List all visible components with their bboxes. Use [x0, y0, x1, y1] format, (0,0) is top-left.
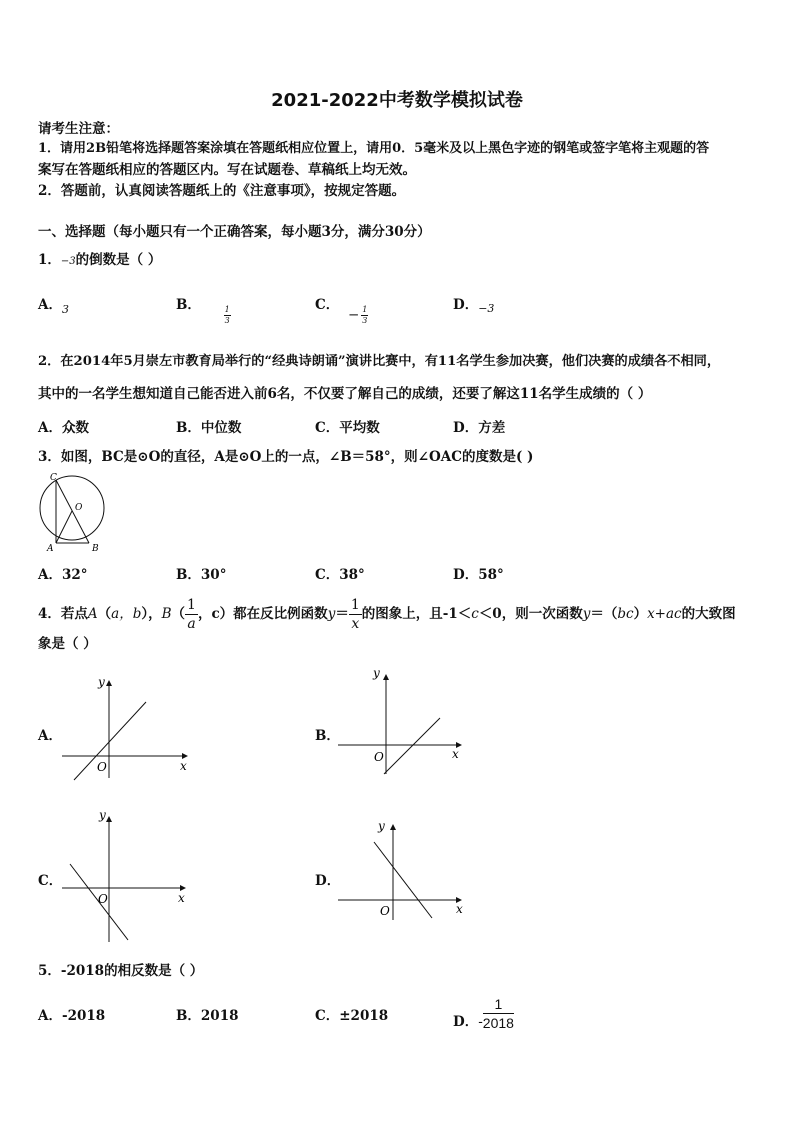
section-heading: 一、选择题（每小题只有一个正确答案，每小题3分，满分30分）	[38, 224, 431, 240]
q4-frac-1-numerator: 1	[187, 597, 196, 613]
q4-point-b: B	[161, 606, 172, 622]
q2-option-b: B．中位数	[176, 420, 242, 436]
segment-oa	[56, 511, 72, 543]
q4-function-y-2: y	[582, 606, 591, 622]
q4-fraction-1-over-x	[349, 596, 362, 633]
q4-point-a-args: a，b	[111, 606, 142, 622]
origin-label: O	[97, 760, 107, 774]
q1-option-d-value: −3	[478, 302, 495, 315]
q5-option-a: A．-2018	[38, 1008, 106, 1024]
y-axis-arrow	[390, 824, 396, 830]
q1-option-b-denominator: 3	[224, 316, 230, 325]
q1-option-b-label: B．	[176, 297, 201, 313]
q5-option-d-numerator: 1	[483, 995, 514, 1014]
q1-option-a	[38, 293, 69, 316]
q4-text-3: ），	[141, 606, 162, 622]
q5-option-d	[453, 995, 514, 1032]
q4-text-9: ＝（	[590, 606, 618, 622]
q1-option-a-label: A．	[38, 297, 62, 313]
origin-label: O	[98, 892, 108, 906]
x-label: x	[456, 902, 463, 916]
label-c: C	[50, 473, 57, 483]
q4-point-a: A	[87, 606, 98, 622]
circle-o	[40, 476, 104, 540]
q4-option-a-label: A．	[38, 728, 62, 744]
y-axis-arrow	[383, 674, 389, 680]
q1-option-d	[453, 293, 494, 313]
q4-text-1: 4．若点	[38, 606, 88, 622]
q4-text-6: ＝	[335, 606, 349, 622]
question-3-stem: 3．如图，BC是⊙O的直径，A是⊙O上的一点，∠B＝58°，则∠OAC的度数是( )	[38, 449, 534, 465]
notice-item-1-line-2: 案写在答题纸相应的答题区内。写在试题卷、草稿纸上均无效。	[38, 162, 416, 178]
q2-option-d: D．方差	[453, 420, 506, 436]
q1-suffix: 的倒数是（ ）	[75, 252, 162, 268]
q1-option-c-fraction	[361, 305, 368, 326]
q4-text-5: ，c）都在反比例函数	[197, 606, 328, 622]
label-b: B	[92, 544, 99, 554]
page-title: 2021-2022中考数学模拟试卷	[271, 90, 523, 111]
function-line	[74, 702, 146, 780]
q4-text-10: ）	[633, 606, 648, 622]
q4-graph-b	[330, 660, 470, 780]
y-label: y	[373, 666, 380, 680]
x-label: x	[178, 891, 185, 905]
q5-option-d-label: D．	[453, 1014, 479, 1030]
q5-option-b: B．2018	[176, 1008, 239, 1024]
q4-option-c-label: C．	[38, 873, 63, 889]
question-4-stem-line-2: 象是（ ）	[38, 636, 97, 652]
q4-var-c: c	[471, 606, 479, 622]
q1-prefix: 1．	[38, 252, 61, 268]
q1-option-b-fraction	[224, 305, 231, 326]
q5-option-c: C．±2018	[315, 1008, 389, 1024]
q4-var-xac: x+ac	[647, 606, 682, 622]
q1-expression: −3	[60, 256, 76, 267]
q3-circle-figure	[34, 470, 114, 554]
label-o: O	[75, 503, 83, 513]
y-label: y	[99, 808, 106, 822]
question-2-line-2: 其中的一名学生想知道自己能否进入前6名，不仅要了解自己的成绩，还要了解这11名学生成绩的（ ）	[38, 386, 652, 402]
q1-option-c-denominator: 3	[362, 316, 368, 325]
q4-text-7: 的图象上，且-1＜	[361, 606, 472, 622]
x-label: x	[180, 759, 187, 773]
y-axis-arrow	[106, 816, 112, 822]
origin-label: O	[374, 750, 384, 764]
q1-option-b	[176, 293, 230, 325]
q4-option-b-label: B．	[315, 728, 340, 744]
q4-text-2: （	[97, 606, 112, 622]
q1-option-b-numerator: 1	[224, 305, 230, 314]
q3-option-a: A．32°	[38, 567, 88, 583]
origin-label: O	[380, 904, 390, 918]
question-4-stem-line-1	[38, 596, 736, 633]
q4-frac-2-numerator: 1	[350, 597, 360, 613]
question-2-line-1: 2．在2014年5月崇左市教育局举行的“经典诗朗诵”演讲比赛中，有11名学生参加决赛，他们决赛的成绩各不相同，	[38, 354, 721, 369]
y-label: y	[378, 819, 385, 833]
q1-option-c-sign: −	[347, 307, 360, 323]
q3-option-c: C．38°	[315, 567, 365, 583]
y-axis-arrow	[106, 680, 112, 686]
notice-heading: 请考生注意：	[38, 121, 119, 137]
q4-graph-c	[58, 806, 198, 948]
q4-frac-2-denominator: x	[351, 616, 360, 632]
q2-option-a: A．众数	[38, 420, 89, 436]
q4-frac-1-denominator: a	[187, 616, 196, 632]
x-label: x	[452, 747, 459, 761]
notice-item-1-line-1: 1．请用2B铅笔将选择题答案涂填在答题纸相应位置上，请用0．5毫米及以上黑色字迹的钢笔或签字笔将主观题的答	[38, 141, 710, 156]
question-5-stem: 5．-2018的相反数是（ ）	[38, 963, 204, 979]
label-a: A	[47, 544, 54, 554]
q5-option-d-sign: -	[478, 1014, 483, 1030]
notice-item-2: 2．答题前，认真阅读答题纸上的《注意事项》，按规定答题。	[38, 183, 406, 199]
function-line	[384, 718, 440, 774]
question-1-stem	[38, 250, 161, 272]
q4-text-11: 的大致图	[681, 606, 736, 622]
q1-option-c-label: C．	[315, 297, 340, 313]
q1-option-d-label: D．	[453, 297, 479, 313]
q3-option-b: B．30°	[176, 567, 227, 583]
q5-option-d-denominator: 2018	[482, 1015, 514, 1031]
q4-text-4: （	[171, 606, 186, 622]
q4-function-y: y	[327, 606, 336, 622]
q1-option-a-value: 3	[61, 303, 69, 316]
q4-text-8: ＜0，则一次函数	[478, 606, 583, 622]
q1-option-c	[315, 293, 368, 325]
q5-option-d-fraction	[483, 995, 514, 1032]
q4-fraction-1-over-a	[185, 596, 198, 633]
q4-graph-a	[58, 672, 198, 782]
q4-option-d-label: D．	[315, 873, 341, 889]
q1-option-c-numerator: 1	[362, 305, 368, 314]
q3-option-d: D．58°	[453, 567, 504, 583]
y-label: y	[98, 675, 105, 689]
q2-option-c: C．平均数	[315, 420, 380, 436]
q4-var-bc: bc	[617, 606, 634, 622]
q4-graph-d	[330, 812, 470, 924]
